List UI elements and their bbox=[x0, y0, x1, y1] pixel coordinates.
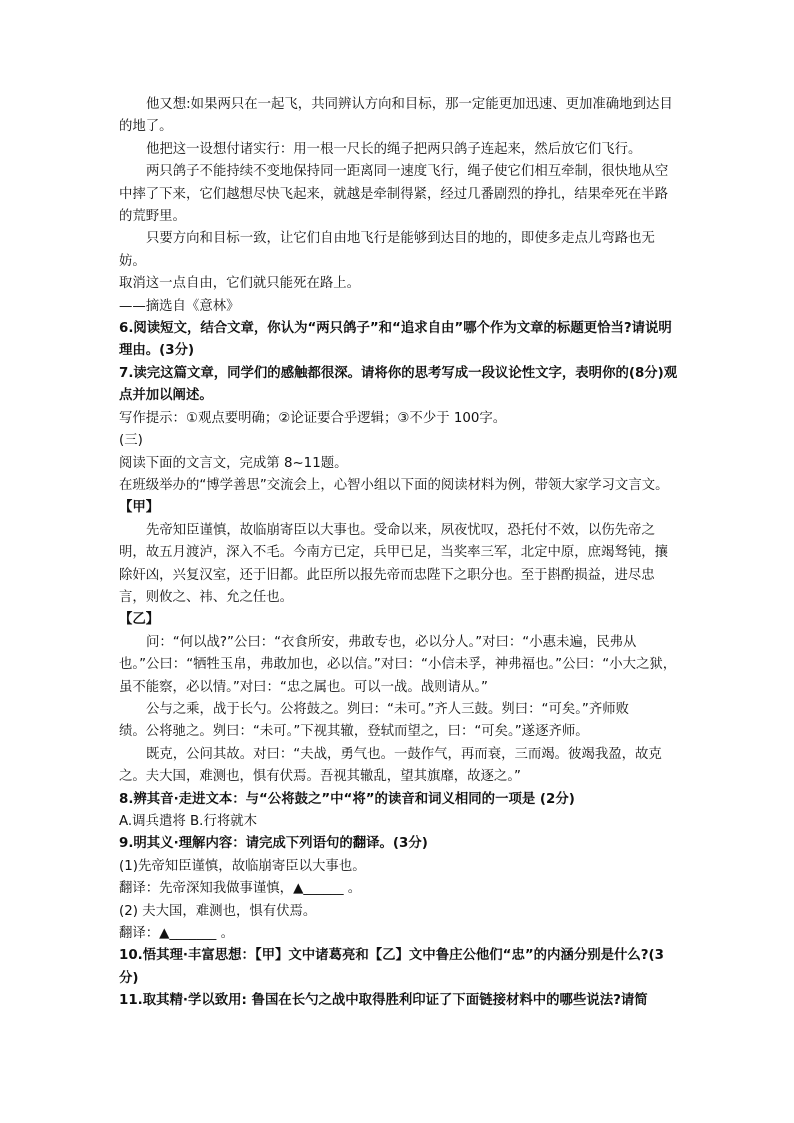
paragraph: 两只鸽子不能持续不变地保持同一距离同一速度飞行，绳子使它们相互牵制，很快地从空中摔了下来，它们越想尽快飞起来，就越是牵制得紧，经过几番剧烈的挣扎，结果牵死在半路的荒野里。 bbox=[119, 164, 669, 225]
question-7: 7.读完这篇文章，同学们的感触都很深。请将你的思考写成一段议论性文字，表明你的(8分)观点并加以阐述。 bbox=[119, 365, 678, 404]
passage-yi-line: 问：“何以战?”公曰：“衣食所安，弗敢专也，必以分人。”对曰：“小惠未遍，民弗从 bbox=[146, 634, 637, 650]
question-6: 6.阅读短文，结合文章，你认为“两只鸽子”和“追求自由”哪个作为文章的标题更恰当?请说明理由。(3分) bbox=[119, 321, 672, 359]
question-11: 11.取其精·学以致用: 鲁国在长勺之战中取得胜利印证了下面链接材料中的哪些说法?请简 bbox=[119, 993, 648, 1009]
question-9: 9.明其义·理解内容：请完成下列语句的翻译。(3分) bbox=[119, 836, 428, 852]
source-citation: ——摘选自《意林》 bbox=[119, 298, 240, 314]
passage-label-yi: 【乙】 bbox=[119, 612, 160, 628]
passage-yi-line: 也。”公曰：“牺牲玉帛，弗敢加也，必以信。”对曰：“小信未孚，神弗福也。”公曰：“小大之狱，虽不能察，必以情。”对曰：“忠之属也。可以一战。战则请从。” bbox=[119, 657, 677, 695]
paragraph: 只要方向和目标一致，让它们自由地飞行是能够到达目的地的，即使多走点儿弯路也无妨。 bbox=[119, 231, 655, 269]
question-8: 8.辨其音·走进文本：与“公将鼓之”中“将”的读音和词义相同的一项是 (2分) bbox=[119, 791, 575, 807]
question-9-answer-2: 翻译：▲_______ 。 bbox=[119, 926, 234, 942]
section-intro: 在班级举办的“博学善思”交流会上，心智小组以下面的阅读材料为例，带领大家学习文言文。 bbox=[119, 477, 669, 493]
passage-yi-line: 公与之乘，战于长勺。公将鼓之。刿曰：“未可。”齐人三鼓。刿曰：“可矣。”齐师败 bbox=[146, 701, 630, 717]
passage-yi-line: 既克，公问其故。对曰：“夫战，勇气也。一鼓作气，再而衰，三而竭。彼竭我盈，故克之。夫大国，难测也，惧有伏焉。吾视其辙乱，望其旗靡，故逐之。” bbox=[119, 746, 662, 785]
question-9-item-1: (1)先帝知臣谨慎，故临崩寄臣以大事也。 bbox=[119, 858, 366, 874]
section-heading: (三) bbox=[119, 433, 143, 449]
question-9-item-2: (2) 夫大国，难测也，惧有伏焉。 bbox=[119, 903, 317, 919]
passage-jia: 先帝知臣谨慎，故临崩寄臣以大事也。受命以来，夙夜忧叹，恐托付不效，以伤先帝之明，故五月渡泸，深入不毛。今南方已定，兵甲已足，当奖率三军，北定中原，庶竭驽钝，攘除奸凶，兴复汉室，还于旧都。此臣所以报先帝而忠陛下之职分也。至于斟酌损益，进尽忠言，则攸之、祎、允之任也。 bbox=[119, 522, 669, 605]
paragraph: 他又想:如果两只在一起飞，共同辨认方向和目标，那一定能更加迅速、更加准确地到达目的地了。 bbox=[119, 97, 673, 135]
section-instruction: 阅读下面的文言文，完成第 8~11题。 bbox=[119, 455, 348, 471]
question-9-answer-1: 翻译：先帝深知我做事谨慎，▲______ 。 bbox=[119, 881, 362, 897]
document-body bbox=[119, 94, 679, 1013]
passage-yi-line: 绩。公将驰之。刿曰：“未可。”下视其辙，登轼而望之，曰：“可矣。”遂逐齐师。 bbox=[119, 724, 589, 740]
question-10: 10.悟其理·丰富思想：【甲】文中诸葛亮和【乙】文中鲁庄公他们“忠”的内涵分别是什么?(3分) bbox=[119, 948, 664, 986]
question-8-options: A.调兵遣将 B.行将就木 bbox=[119, 814, 258, 829]
writing-tips: 写作提示：①观点要明确；②论证要合乎逻辑；③不少于 100字。 bbox=[119, 410, 507, 426]
paragraph: 他把这一设想付诸实行：用一根一尺长的绳子把两只鸽子连起来，然后放它们飞行。 bbox=[146, 141, 642, 157]
paragraph: 取消这一点自由，它们就只能死在路上。 bbox=[119, 276, 361, 292]
passage-label-jia: 【甲】 bbox=[119, 500, 160, 516]
